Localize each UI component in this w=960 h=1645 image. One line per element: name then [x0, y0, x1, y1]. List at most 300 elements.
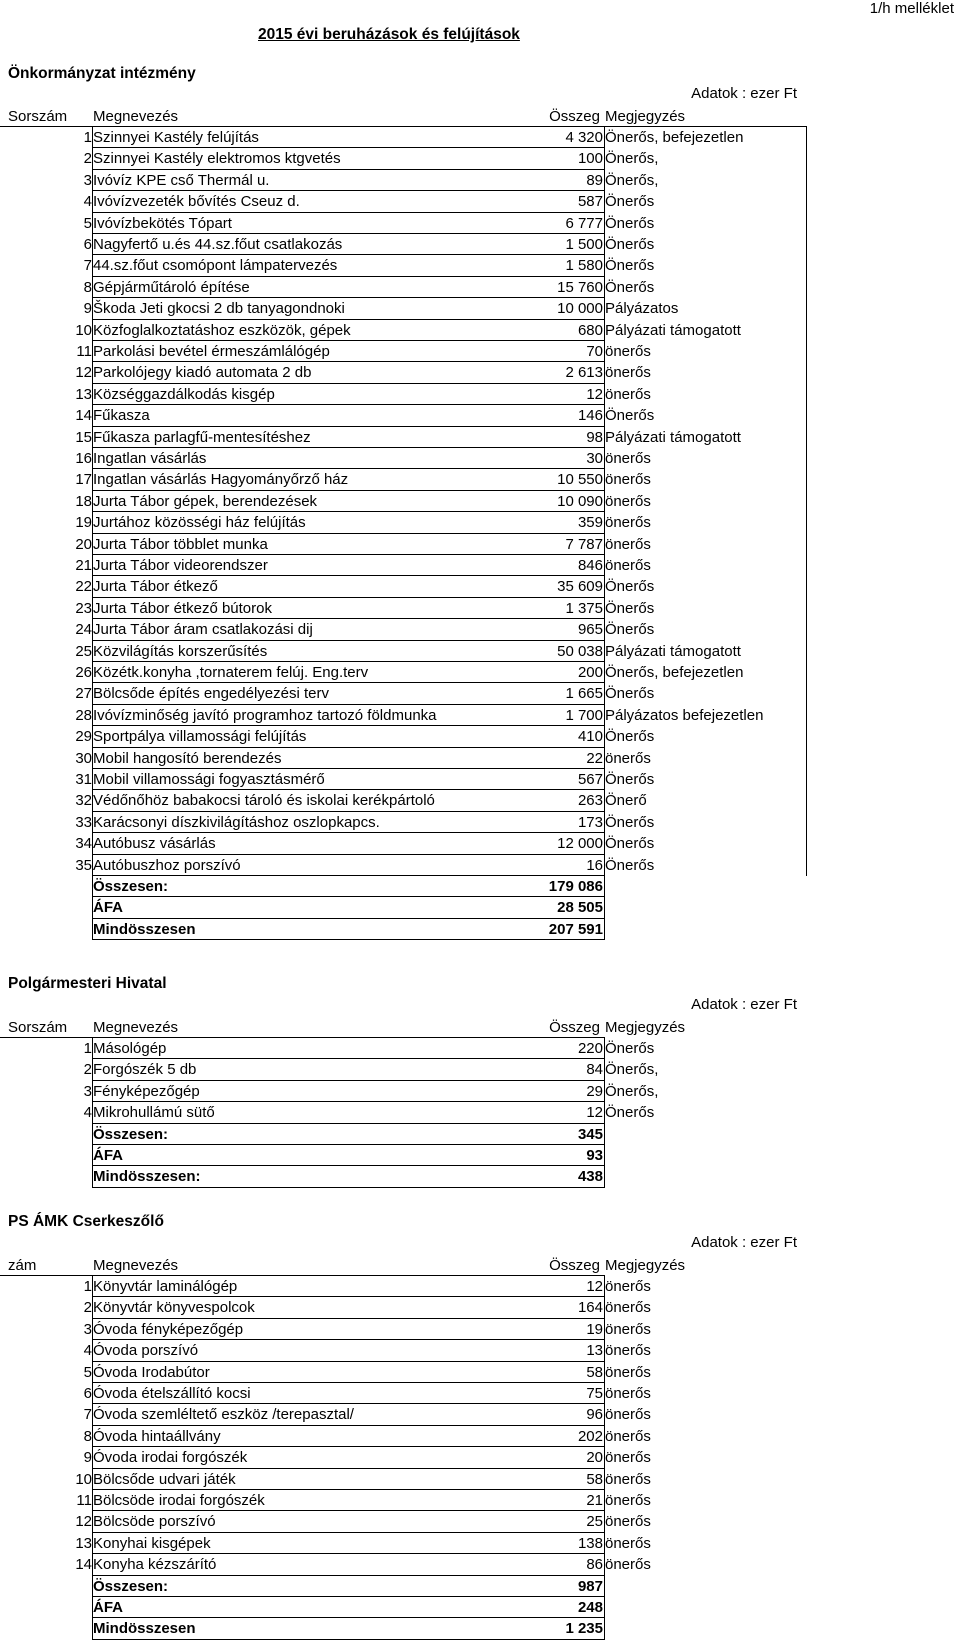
- table-row: [0, 405, 960, 426]
- table-row: [0, 170, 960, 191]
- row-note: Önerős, befejezetlen: [605, 129, 744, 146]
- row-name: Fűkasza parlagfű-mentesítéshez: [93, 428, 311, 446]
- row-name: Nagyfertő u.és 44.sz.főut csatlakozás: [93, 236, 343, 253]
- row-number: 11: [76, 1492, 92, 1509]
- row-note: önerős: [605, 1278, 651, 1295]
- row-note: önerős: [605, 1299, 651, 1317]
- row-name: Forgószék 5 db: [93, 1061, 197, 1079]
- total-row: [0, 1166, 960, 1187]
- row-note: Önerős,: [605, 171, 659, 189]
- row-note: önerős: [605, 1342, 651, 1360]
- row-amount: 965: [577, 621, 603, 639]
- row-amount: 21: [586, 1492, 603, 1509]
- total-row: [0, 1145, 960, 1166]
- row-note: Önerős: [605, 835, 655, 853]
- row-number: 9: [83, 1449, 92, 1467]
- table-row: [0, 534, 960, 555]
- row-amount: 20: [586, 1449, 603, 1467]
- row-number: 34: [75, 835, 92, 853]
- row-note: önerős: [605, 1363, 651, 1381]
- total-row: [0, 1597, 960, 1618]
- row-note: önerős: [605, 343, 651, 360]
- total-row: [0, 897, 960, 918]
- table-row: [0, 277, 960, 298]
- table-row: [0, 855, 960, 876]
- table-row: [0, 1102, 960, 1123]
- header-note: Megjegyzés: [605, 1257, 686, 1274]
- row-amount: 75: [586, 1385, 603, 1402]
- total-row: [0, 876, 960, 897]
- total-row: [0, 919, 960, 940]
- row-name: Parkolójegy kiadó automata 2 db: [93, 364, 312, 382]
- table-row: [0, 1362, 960, 1383]
- row-name: Jurtához közösségi ház felújítás: [93, 514, 306, 532]
- row-name: Mikrohullámú sütő: [93, 1104, 215, 1122]
- row-name: Ingatlan vásárlás Hagyományőrző ház: [93, 471, 349, 489]
- row-amount: 200: [577, 664, 603, 681]
- row-name: Konyhai kisgépek: [93, 1534, 211, 1552]
- row-name: Ivóvízvezeték bővítés Cseuz d.: [93, 193, 300, 211]
- table-row: [0, 769, 960, 790]
- row-number: 13: [75, 1534, 92, 1552]
- row-number: 6: [83, 236, 92, 253]
- row-number: 2: [83, 1299, 92, 1317]
- table-row: [0, 448, 960, 469]
- row-note: Önerős: [605, 214, 655, 232]
- row-number: 35: [75, 856, 92, 874]
- row-number: 1: [83, 129, 92, 146]
- total-amount: 438: [577, 1168, 603, 1186]
- row-amount: 98: [586, 428, 603, 446]
- row-name: Autóbusz vásárlás: [93, 835, 216, 853]
- row-note: önerős: [605, 1320, 651, 1338]
- table-header: [0, 1017, 960, 1038]
- row-number: 23: [75, 599, 92, 617]
- row-number: 27: [75, 685, 92, 703]
- row-number: 20: [75, 535, 92, 553]
- row-number: 1: [83, 1040, 92, 1057]
- row-note: önerős: [605, 1492, 651, 1509]
- table-row: [0, 320, 960, 341]
- row-amount: 15 760: [557, 278, 603, 296]
- row-name: Jurta Tábor videorendszer: [93, 557, 268, 574]
- row-name: Jurta Tábor többlet munka: [93, 535, 268, 553]
- total-label: ÁFA: [93, 1599, 123, 1616]
- row-number: 2: [83, 150, 92, 168]
- row-amount: 12 000: [557, 835, 603, 853]
- row-number: 4: [83, 193, 92, 211]
- table-row: [0, 748, 960, 769]
- row-name: Jurta Tábor áram csatlakozási dij: [93, 621, 313, 639]
- header-no: zám: [8, 1257, 37, 1274]
- row-note: Önerős,: [605, 1082, 659, 1100]
- table-row: [0, 1297, 960, 1318]
- table-row: [0, 298, 960, 319]
- header-note: Megjegyzés: [605, 1019, 686, 1036]
- table-row: [0, 1081, 960, 1102]
- row-note: Önerős: [605, 1040, 655, 1057]
- row-name: Jurta Tábor gépek, berendezések: [93, 492, 318, 510]
- row-amount: 16: [586, 856, 603, 874]
- row-number: 10: [75, 321, 92, 339]
- row-note: önerős: [605, 364, 651, 382]
- total-amount: 248: [577, 1599, 603, 1616]
- section-title: PS ÁMK Cserkeszőlő: [8, 1213, 164, 1230]
- row-amount: 86: [586, 1556, 603, 1574]
- table-row: [0, 1511, 960, 1532]
- row-note: Önerős: [605, 728, 655, 746]
- unit-label: Adatok : ezer Ft: [691, 1234, 797, 1251]
- total-amount: 207 591: [548, 920, 603, 938]
- row-note: önerős: [605, 1385, 651, 1402]
- row-amount: 263: [577, 792, 603, 810]
- row-amount: 12: [586, 1104, 603, 1122]
- row-name: Óvoda fényképezőgép: [93, 1320, 244, 1338]
- table-row: [0, 213, 960, 234]
- total-row: [0, 1618, 960, 1639]
- total-amount: 179 086: [548, 878, 603, 895]
- row-name: Ivóvízminőség javító programhoz tartozó földmunka: [93, 706, 437, 724]
- total-label: Mindösszesen:: [93, 1168, 201, 1186]
- row-name: Škoda Jeti gkocsi 2 db tanyagondnoki: [93, 300, 345, 318]
- row-number: 30: [75, 749, 92, 767]
- row-number: 26: [75, 664, 92, 681]
- header-amount: Összeg: [549, 1257, 600, 1274]
- total-amount: 93: [586, 1147, 603, 1164]
- row-divider: [92, 1187, 604, 1188]
- row-amount: 10 000: [557, 300, 603, 318]
- table-row: [0, 790, 960, 811]
- row-amount: 22: [586, 749, 603, 767]
- table-row: [0, 1469, 960, 1490]
- total-amount: 1 235: [565, 1620, 603, 1638]
- header-amount: Összeg: [549, 1019, 600, 1036]
- row-name: Mobil villamossági fogyasztásmérő: [93, 771, 325, 788]
- row-amount: 10 090: [557, 492, 603, 510]
- row-note: önerős: [605, 535, 651, 553]
- row-number: 28: [75, 706, 92, 724]
- section-title: Polgármesteri Hivatal: [8, 975, 167, 992]
- row-name: Óvoda porszívó: [93, 1342, 199, 1360]
- table-row: [0, 1554, 960, 1575]
- row-note: Önerős,: [605, 1061, 659, 1079]
- table-row: [0, 427, 960, 448]
- table-row: [0, 1276, 960, 1297]
- row-amount: 2 613: [565, 364, 603, 382]
- table-row: [0, 127, 960, 148]
- table-row: [0, 1340, 960, 1361]
- row-number: 10: [75, 1470, 92, 1488]
- row-amount: 84: [586, 1061, 603, 1079]
- row-amount: 89: [586, 171, 603, 189]
- row-amount: 410: [577, 728, 603, 746]
- row-note: Önerős, befejezetlen: [605, 664, 744, 681]
- table-row: [0, 662, 960, 683]
- table-row: [0, 255, 960, 276]
- row-note: Önerős: [605, 1104, 655, 1122]
- row-number: 9: [83, 300, 92, 318]
- row-divider: [92, 939, 604, 940]
- row-number: 4: [83, 1104, 92, 1122]
- row-note: Önerő: [605, 792, 647, 810]
- row-name: Közfoglalkoztatáshoz eszközök, gépek: [93, 321, 351, 339]
- row-number: 15: [75, 428, 92, 446]
- row-name: Óvoda Irodabútor: [93, 1363, 210, 1381]
- section-title: Önkormányzat intézmény: [8, 65, 196, 82]
- row-note: önerős: [605, 514, 651, 532]
- row-name: Községgazdálkodás kisgép: [93, 385, 275, 403]
- row-number: 25: [75, 642, 92, 660]
- row-note: Önerős: [605, 407, 655, 425]
- table-row: [0, 705, 960, 726]
- row-name: Óvoda hintaállvány: [93, 1427, 221, 1445]
- total-label: Mindösszesen: [93, 920, 196, 938]
- table-row: [0, 812, 960, 833]
- row-amount: 7 787: [565, 535, 603, 553]
- table-row: [0, 833, 960, 854]
- row-note: önerős: [605, 1556, 651, 1574]
- col-divider: [92, 126, 93, 940]
- col-divider: [92, 1275, 93, 1640]
- row-name: Közvilágítás korszerűsítés: [93, 642, 268, 660]
- row-name: Gépjárműtároló építése: [93, 278, 250, 296]
- row-number: 33: [75, 813, 92, 831]
- row-number: 7: [83, 257, 92, 275]
- table-row: [0, 362, 960, 383]
- header-no: Sorszám: [8, 108, 68, 125]
- row-amount: 13: [586, 1342, 603, 1360]
- row-number: 19: [75, 514, 92, 532]
- row-amount: 29: [586, 1082, 603, 1100]
- document-title: 2015 évi beruházások és felújítások: [258, 26, 520, 43]
- row-amount: 146: [577, 407, 603, 425]
- table-row: [0, 491, 960, 512]
- row-name: Ingatlan vásárlás: [93, 450, 207, 467]
- row-amount: 12: [586, 385, 603, 403]
- row-note: önerős: [605, 1470, 651, 1488]
- row-name: Szinnyei Kastély felújítás: [93, 129, 259, 146]
- row-amount: 30: [586, 450, 603, 467]
- table-row: [0, 598, 960, 619]
- row-amount: 96: [586, 1406, 603, 1424]
- row-number: 14: [75, 1556, 92, 1574]
- row-name: Bölcsöde irodai forgószék: [93, 1492, 265, 1509]
- row-name: Karácsonyi díszkivilágításhoz oszlopkapcs.: [93, 813, 380, 831]
- row-number: 11: [76, 343, 92, 360]
- row-note: Önerős: [605, 771, 655, 788]
- row-amount: 58: [586, 1470, 603, 1488]
- row-note: Önerős: [605, 856, 655, 874]
- row-number: 13: [75, 385, 92, 403]
- row-number: 21: [75, 557, 92, 574]
- total-row: [0, 1124, 960, 1145]
- row-number: 3: [83, 171, 92, 189]
- row-name: Óvoda irodai forgószék: [93, 1449, 248, 1467]
- row-name: Szinnyei Kastély elektromos ktgvetés: [93, 150, 341, 168]
- row-amount: 359: [577, 514, 603, 532]
- row-amount: 10 550: [557, 471, 603, 489]
- row-note: Önerős: [605, 599, 655, 617]
- row-name: Jurta Tábor étkező: [93, 578, 218, 596]
- table-row: [0, 619, 960, 640]
- table-row: [0, 1059, 960, 1080]
- row-note: Önerős,: [605, 150, 659, 168]
- row-amount: 50 038: [557, 642, 603, 660]
- table-header: [0, 106, 960, 127]
- col-divider: [604, 1275, 605, 1576]
- annex-label: 1/h melléklet: [869, 0, 954, 17]
- col-divider: [806, 126, 807, 876]
- row-note: önerős: [605, 471, 651, 489]
- row-note: önerős: [605, 749, 651, 767]
- row-number: 1: [83, 1278, 92, 1295]
- total-label: Mindösszesen: [93, 1620, 196, 1638]
- row-name: Bölcsöde porszívó: [93, 1513, 216, 1531]
- row-amount: 70: [586, 343, 603, 360]
- row-name: Könyvtár laminálógép: [93, 1278, 238, 1295]
- table-row: [0, 1490, 960, 1511]
- row-note: önerős: [605, 450, 651, 467]
- total-label: Összesen:: [93, 1577, 169, 1595]
- row-amount: 100: [577, 150, 603, 168]
- row-note: önerős: [605, 385, 651, 403]
- table-row: [0, 512, 960, 533]
- row-amount: 587: [577, 193, 603, 211]
- row-number: 6: [83, 1385, 92, 1402]
- row-name: 44.sz.főut csomópont lámpatervezés: [93, 257, 338, 275]
- col-divider: [604, 126, 605, 940]
- col-divider: [604, 1037, 605, 1124]
- row-amount: 202: [577, 1427, 603, 1445]
- row-amount: 567: [577, 771, 603, 788]
- unit-label: Adatok : ezer Ft: [691, 85, 797, 102]
- row-number: 31: [75, 771, 92, 788]
- row-name: Sportpálya villamossági felújítás: [93, 728, 307, 746]
- row-name: Másológép: [93, 1040, 167, 1057]
- total-label: ÁFA: [93, 899, 123, 917]
- col-divider: [92, 1037, 93, 1188]
- total-amount: 345: [577, 1125, 603, 1143]
- row-amount: 35 609: [557, 578, 603, 596]
- header-name: Megnevezés: [93, 1257, 179, 1274]
- row-number: 12: [75, 1513, 92, 1531]
- table-row: [0, 576, 960, 597]
- row-note: Önerős: [605, 813, 655, 831]
- row-number: 32: [75, 792, 92, 810]
- row-name: Konyha kézszárító: [93, 1556, 217, 1574]
- table-row: [0, 726, 960, 747]
- row-name: Óvoda szemléltető eszköz /terepasztal/: [93, 1406, 354, 1424]
- row-note: Önerős: [605, 257, 655, 275]
- row-number: 24: [75, 621, 92, 639]
- row-amount: 138: [577, 1534, 603, 1552]
- row-number: 5: [83, 1363, 92, 1381]
- table-row: [0, 683, 960, 704]
- row-name: Jurta Tábor étkező bútorok: [93, 599, 272, 617]
- row-number: 29: [75, 728, 92, 746]
- row-note: Önerős: [605, 578, 655, 596]
- row-amount: 12: [586, 1278, 603, 1295]
- table-row: [0, 1319, 960, 1340]
- row-number: 5: [83, 214, 92, 232]
- row-amount: 846: [577, 557, 603, 574]
- row-note: önerős: [605, 1449, 651, 1467]
- row-name: Könyvtár könyvespolcok: [93, 1299, 255, 1317]
- row-number: 3: [83, 1320, 92, 1338]
- row-number: 4: [83, 1342, 92, 1360]
- row-name: Bölcsőde építés engedélyezési terv: [93, 685, 329, 703]
- row-amount: 1 665: [565, 685, 603, 703]
- row-amount: 173: [577, 813, 603, 831]
- row-name: Védőnőhöz babakocsi tároló és iskolai kerékpártoló: [93, 792, 435, 810]
- row-note: önerős: [605, 557, 651, 574]
- unit-label: Adatok : ezer Ft: [691, 996, 797, 1013]
- row-note: önerős: [605, 1427, 651, 1445]
- table-row: [0, 191, 960, 212]
- row-number: 8: [83, 1427, 92, 1445]
- row-note: Pályázati támogatott: [605, 321, 741, 339]
- table-row: [0, 1426, 960, 1447]
- row-amount: 220: [577, 1040, 603, 1057]
- row-note: Pályázati támogatott: [605, 642, 741, 660]
- header-no: Sorszám: [8, 1019, 68, 1036]
- table-row: [0, 341, 960, 362]
- table-row: [0, 1404, 960, 1425]
- total-amount: 28 505: [557, 899, 603, 917]
- row-name: Fényképezőgép: [93, 1082, 200, 1100]
- table-row: [0, 1447, 960, 1468]
- row-name: Óvoda ételszállító kocsi: [93, 1385, 251, 1402]
- row-number: 16: [75, 450, 92, 467]
- header-name: Megnevezés: [93, 108, 179, 125]
- row-number: 18: [75, 492, 92, 510]
- row-name: Ivóvíz KPE cső Thermál u.: [93, 171, 270, 189]
- table-row: [0, 641, 960, 662]
- header-amount: Összeg: [549, 108, 600, 125]
- row-amount: 1 500: [565, 236, 603, 253]
- total-label: Összesen:: [93, 878, 169, 895]
- row-number: 2: [83, 1061, 92, 1079]
- row-name: Bölcsőde udvari játék: [93, 1470, 236, 1488]
- row-amount: 6 777: [565, 214, 603, 232]
- row-note: Pályázatos: [605, 300, 679, 318]
- row-note: Önerős: [605, 278, 655, 296]
- total-label: Összesen:: [93, 1125, 169, 1143]
- row-name: Fűkasza: [93, 407, 150, 425]
- row-amount: 25: [586, 1513, 603, 1531]
- row-name: Ivóvízbekötés Tópart: [93, 214, 232, 232]
- row-amount: 1 580: [565, 257, 603, 275]
- row-amount: 680: [577, 321, 603, 339]
- row-number: 3: [83, 1082, 92, 1100]
- table-row: [0, 1038, 960, 1059]
- row-number: 17: [75, 471, 92, 489]
- total-row: [0, 1576, 960, 1597]
- table-row: [0, 469, 960, 490]
- row-amount: 58: [586, 1363, 603, 1381]
- row-divider: [92, 1639, 604, 1640]
- row-note: önerős: [605, 1513, 651, 1531]
- total-amount: 987: [577, 1577, 603, 1595]
- row-number: 8: [83, 278, 92, 296]
- table-header: [0, 1255, 960, 1276]
- row-note: Pályázati támogatott: [605, 428, 741, 446]
- row-note: önerős: [605, 1406, 651, 1424]
- table-row: [0, 384, 960, 405]
- row-name: Autóbuszhoz porszívó: [93, 856, 241, 874]
- row-note: Önerős: [605, 621, 655, 639]
- table-row: [0, 234, 960, 255]
